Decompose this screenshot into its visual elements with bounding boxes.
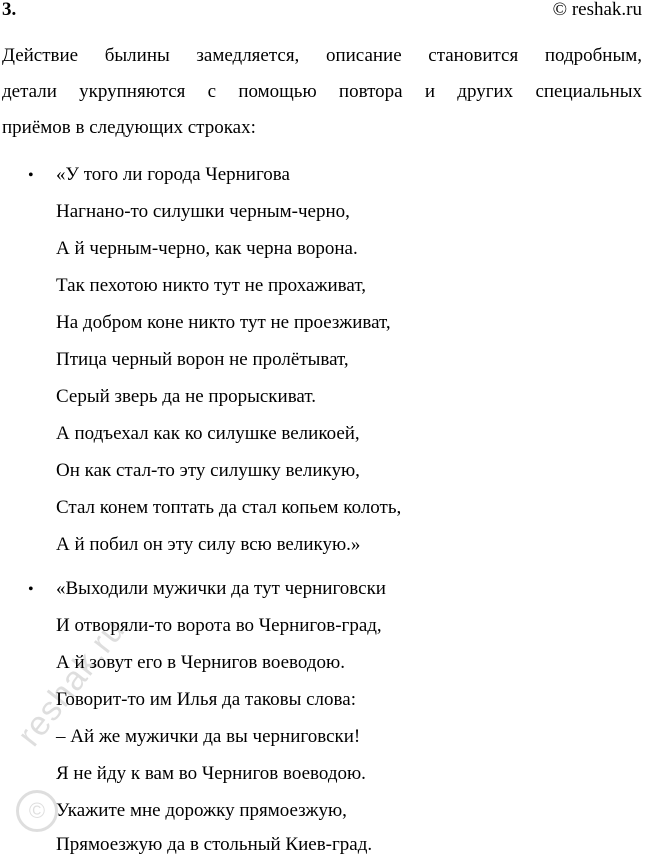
- verse-line: Прямоезжую да в стольный Киев-град.: [56, 834, 373, 855]
- intro-line: Действие былины замедляется, описание становится подробным,: [2, 45, 642, 66]
- source-credit: © reshak.ru: [552, 0, 642, 20]
- verse-line: Он как стал-то эту силушку великую,: [56, 460, 360, 481]
- verse-line: «У того ли города Чернигова: [56, 164, 290, 185]
- watermark-text: reshak.ru: [10, 611, 133, 754]
- verse-line: Птица черный ворон не пролётыват,: [56, 349, 349, 370]
- verse-line: А подъехал как ко силушке великоей,: [56, 423, 360, 444]
- bullet-icon: •: [28, 167, 34, 184]
- verse-line: «Выходили мужички да тут черниговски: [56, 578, 386, 599]
- verse-line: Я не йду к вам во Чернигов воеводою.: [56, 763, 366, 784]
- verse-line: И отворяли-то ворота во Чернигов-град,: [56, 615, 382, 636]
- verse-line: Говорит-то им Илья да таковы слова:: [56, 689, 356, 710]
- verse-line: А й черным-черно, как черна ворона.: [56, 238, 358, 259]
- verse-line: Серый зверь да не прорыскиват.: [56, 386, 316, 407]
- verse-line: Нагнано-то силушки черным-черно,: [56, 201, 350, 222]
- verse-line: А й зовут его в Чернигов воеводою.: [56, 652, 345, 673]
- verse-line: Так пехотою никто тут не прохаживат,: [56, 275, 366, 296]
- intro-line: детали укрупняются с помощью повтора и других специальных: [2, 81, 642, 102]
- verse-line: А й побил он эту силу всю великую.»: [56, 534, 361, 555]
- verse-line: Стал конем топтать да стал копьем колоть,: [56, 497, 402, 518]
- bullet-icon: •: [28, 581, 34, 598]
- verse-line: Укажите мне дорожку прямоезжую,: [56, 800, 347, 821]
- intro-line: приёмов в следующих строках:: [2, 117, 256, 138]
- verse-line: На добром коне никто тут не проезживат,: [56, 312, 391, 333]
- verse-line: – Ай же мужички да вы черниговски!: [56, 726, 361, 747]
- copyright-icon: ©: [16, 790, 58, 832]
- task-number: 3.: [2, 0, 17, 20]
